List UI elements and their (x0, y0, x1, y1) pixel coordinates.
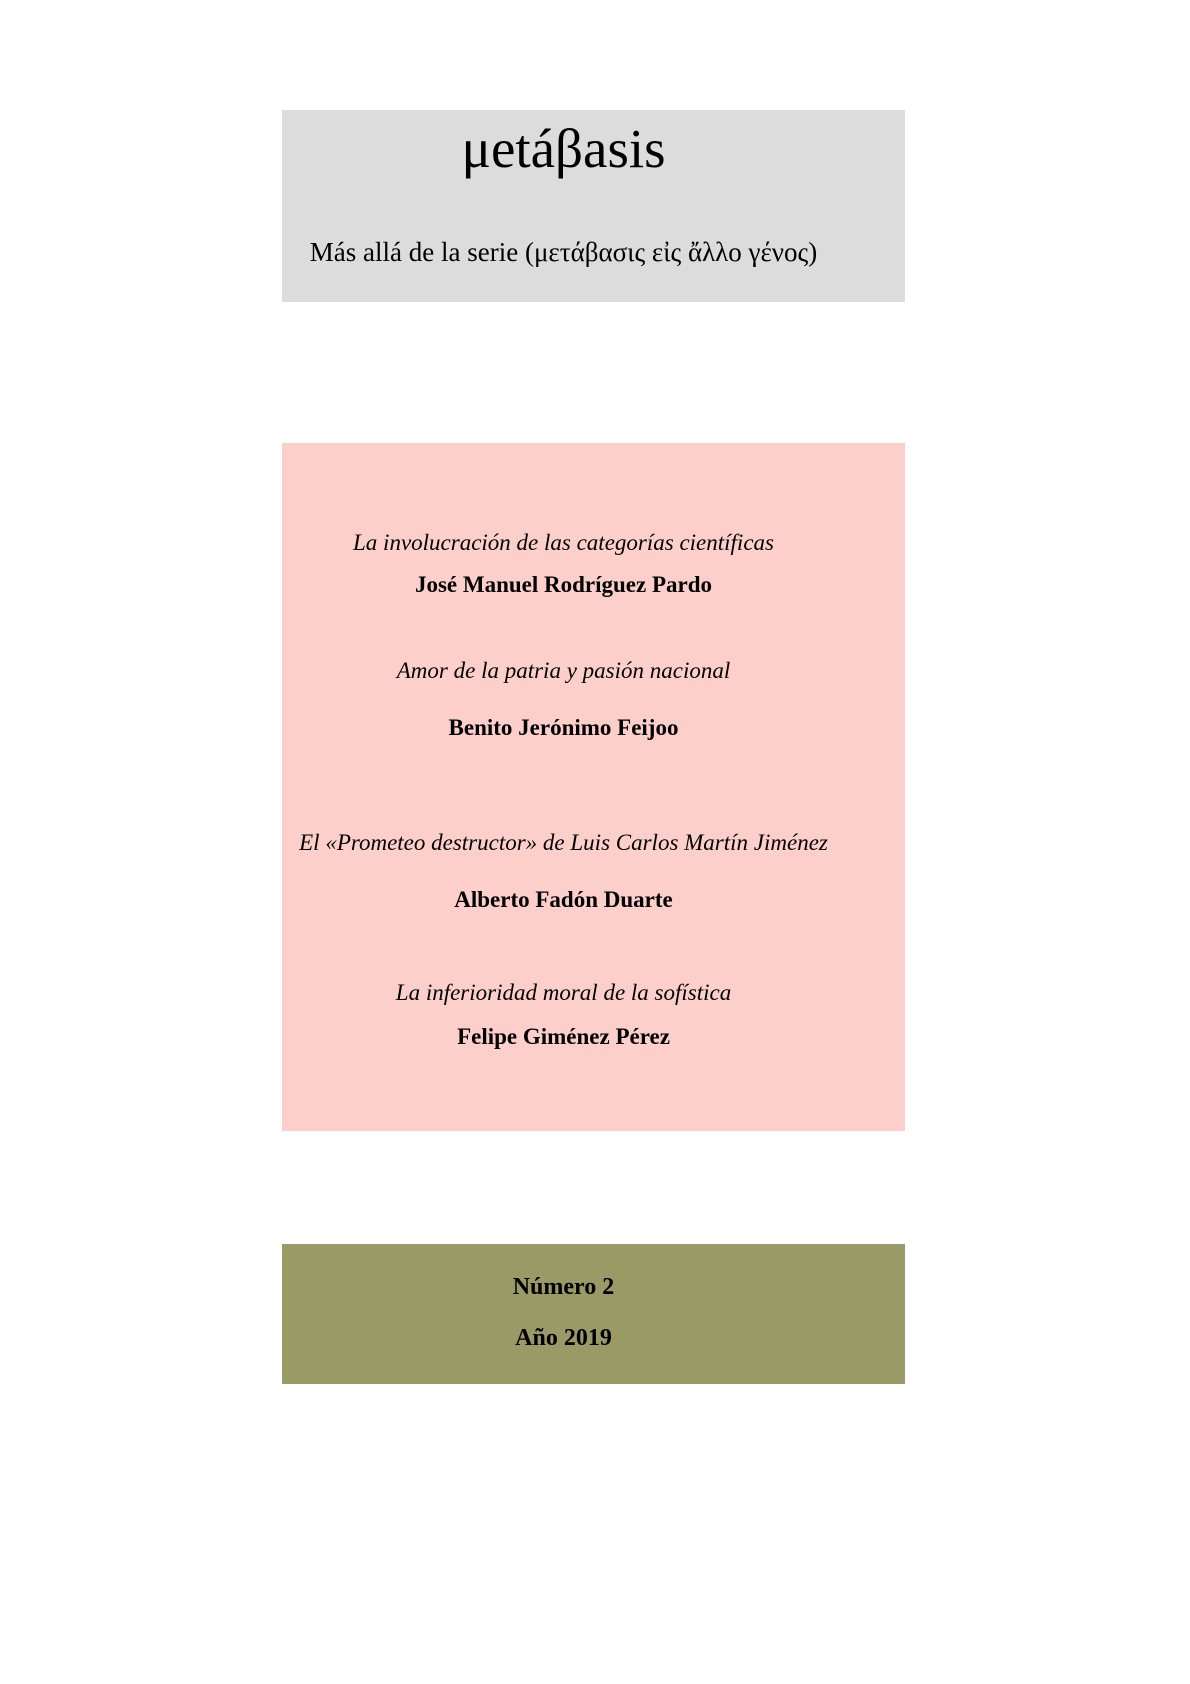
issue-box (282, 1244, 905, 1384)
article-title: El «Prometeo destructor» de Luis Carlos Martín Jiménez (299, 830, 828, 855)
contents-box (282, 443, 905, 1131)
article-author: Benito Jerónimo Feijoo (448, 715, 679, 740)
article-author: José Manuel Rodríguez Pardo (414, 572, 713, 597)
issue-year: Año 2019 (515, 1325, 612, 1351)
article-title: La involucración de las categorías científicas (353, 530, 774, 555)
article-author: Alberto Fadón Duarte (454, 887, 673, 912)
article-title: Amor de la patria y pasión nacional (396, 658, 731, 683)
journal-subtitle: Más allá de la serie (μετάβασις εἰς ἄλλο γένος) (309, 237, 818, 267)
issue-number: Número 2 (512, 1274, 615, 1300)
masthead-box (282, 110, 905, 302)
article-author: Felipe Giménez Pérez (457, 1024, 670, 1049)
journal-title: μetáβasis (461, 118, 666, 179)
article-title: La inferioridad moral de la sofística (395, 980, 732, 1005)
